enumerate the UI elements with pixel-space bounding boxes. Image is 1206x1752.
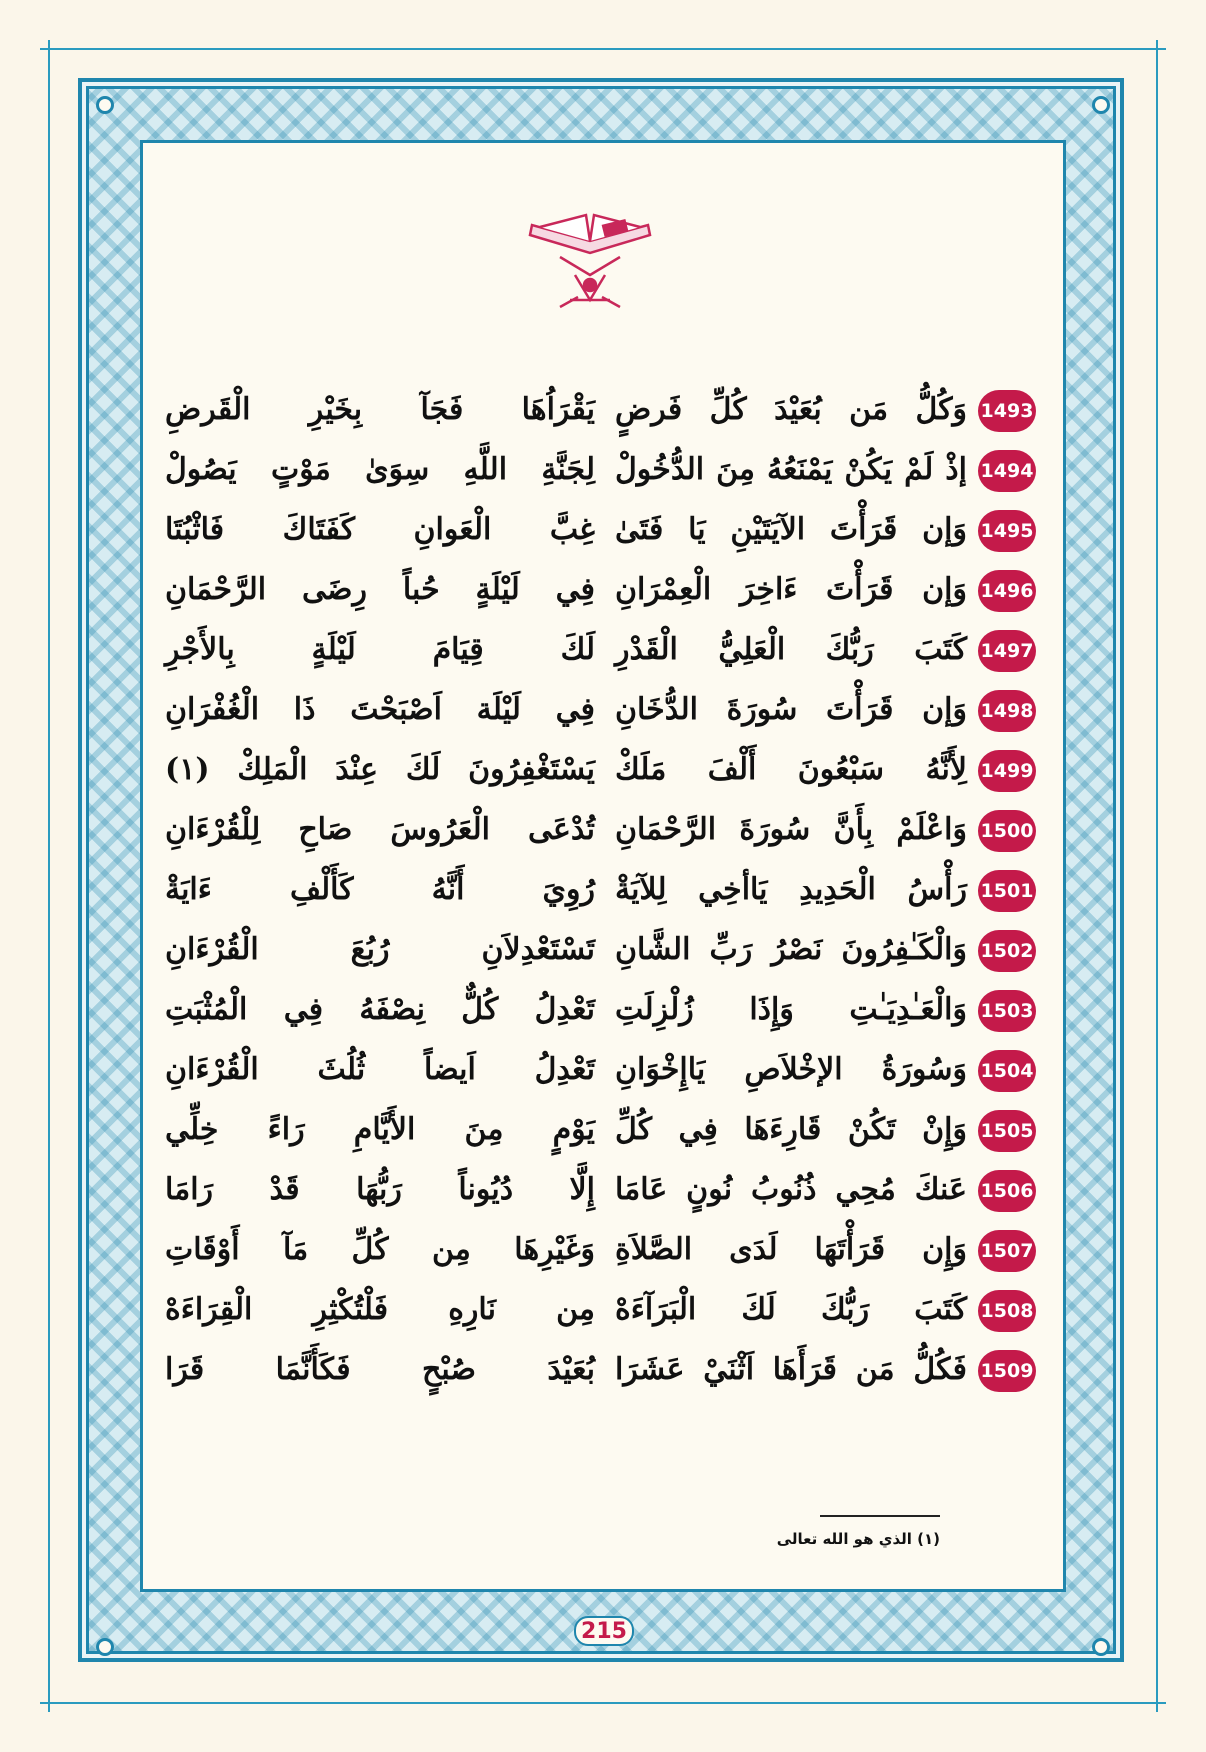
second-hemistich: تَسْتَعْدِلاَنِ رُبُعَ الْقُرْءَانِ [165, 932, 595, 967]
top-rail [40, 48, 1166, 50]
verse-row [150, 500, 1060, 560]
page-number: 215 [574, 1616, 634, 1646]
second-hemistich: رُوِيَ أَنَّهُ كَأَلْفِ ءَايَةْ [165, 872, 595, 907]
footnote-rule [820, 1515, 940, 1517]
first-hemistich: وَإن قَرَأْتَ سُورَةَ الدُّخَانِ [615, 692, 967, 727]
second-hemistich: فِي لَيْلَة اَصْبَحْتَ ذَا الْغُفْرَانِ [165, 692, 595, 727]
second-hemistich: يَوْمٍ مِنَ الأَيَّامِ رَاءً خِلِّي [165, 1112, 595, 1147]
verse-number-badge: 1507 [978, 1230, 1036, 1272]
corner-ornament [1092, 1638, 1110, 1656]
second-hemistich: وَغَيْرِهَا مِن كُلِّ مَآ أَوْقَاتِ [165, 1232, 595, 1267]
verse-row [150, 1160, 1060, 1220]
footnote: (١) الذي هو الله تعالى [776, 1530, 940, 1548]
corner-ornament [1092, 96, 1110, 114]
first-hemistich: وَسُورَةُ الإخْلاَصِ يَاإِخْوَانِ [615, 1052, 967, 1087]
verse-row [150, 380, 1060, 440]
verse-number-badge: 1508 [978, 1290, 1036, 1332]
second-hemistich: غِبَّ الْعَوانِ كَفَتَاكَ فَاثْبُتَا [165, 512, 595, 547]
verse-number-badge: 1504 [978, 1050, 1036, 1092]
verse-row [150, 800, 1060, 860]
first-hemistich: عَنكَ مُحِي ذُنُوبُ نُونٍ عَامَا [615, 1172, 967, 1207]
second-hemistich: تَعْدِلُ كُلٌّ نِصْفَهُ فِي الْمُثْبَتِ [165, 992, 595, 1027]
verse-number-badge: 1500 [978, 810, 1036, 852]
corner-ornament [96, 1638, 114, 1656]
verse-row [150, 980, 1060, 1040]
verse-number-badge: 1502 [978, 930, 1036, 972]
verse-number-badge: 1497 [978, 630, 1036, 672]
second-hemistich: فِي لَيْلَةٍ حُباً رِضَى الرَّحْمَانِ [165, 572, 595, 607]
first-hemistich: وَاعْلَمْ بِأَنَّ سُورَةَ الرَّحْمَانِ [615, 812, 967, 847]
second-hemistich: مِن نَارِهِ فَلْتُكْثِرِ الْقِرَاءَهْ [165, 1292, 595, 1327]
verse-row [150, 1280, 1060, 1340]
right-rail [1156, 40, 1158, 1712]
first-hemistich: وَكُلُّ مَن بُعَيْدَ كُلِّ فَرضٍ [615, 392, 967, 427]
first-hemistich: وَإِن قَرَأْتَهَا لَدَى الصَّلاَةِ [615, 1232, 967, 1267]
second-hemistich: تَعْدِلُ اَيضاً ثُلُثَ الْقُرْءَانِ [165, 1052, 595, 1087]
verse-row [150, 920, 1060, 980]
second-hemistich: إِلَّا دُيُوناً رَبُّهَا قَدْ رَامَا [165, 1172, 595, 1207]
corner-ornament [96, 96, 114, 114]
verse-row [150, 440, 1060, 500]
verse-row [150, 1220, 1060, 1280]
first-hemistich: رَأْسُ الْحَدِيدِ يَاأخِي لِلآيَةْ [615, 872, 967, 907]
first-hemistich: إذْ لَمْ يَكُنْ يَمْنَعُهُ مِنَ الدُّخُولْ [615, 452, 967, 487]
first-hemistich: كَتَبَ رَبُّكَ الْعَلِيُّ الْقَدْرِ [615, 632, 967, 667]
first-hemistich: وَالْعَـٰدِيَـٰتِ وَإِذَا زُلْزِلَتِ [615, 992, 967, 1027]
verse-row [150, 860, 1060, 920]
verse-number-badge: 1509 [978, 1350, 1036, 1392]
first-hemistich: وَإن قَرَأْتَ ءَاخِرَ الْعِمْرَانِ [615, 572, 967, 607]
first-hemistich: وَإِنْ تَكُنْ قَارِءَهَا فِي كُلِّ [615, 1112, 967, 1147]
verse-number-badge: 1503 [978, 990, 1036, 1032]
first-hemistich: كَتَبَ رَبُّكَ لَكَ الْبَرَآءَهْ [615, 1292, 967, 1327]
left-rail [48, 40, 50, 1712]
verse-row [150, 1340, 1060, 1400]
second-hemistich: لِجَنَّةِ اللَّهِ سِوَىٰ مَوْتٍ يَصُولْ [165, 452, 595, 487]
second-hemistich: تُدْعَى الْعَرُوسَ صَاحِ لِلْقُرْءَانِ [165, 812, 595, 847]
verse-number-badge: 1496 [978, 570, 1036, 612]
verse-number-badge: 1498 [978, 690, 1036, 732]
bottom-rail [40, 1702, 1166, 1704]
verse-number-badge: 1493 [978, 390, 1036, 432]
first-hemistich: وَإن قَرَأْتَ الآيَتَيْنِ يَا فَتَىٰ [615, 512, 967, 547]
second-hemistich: بُعَيْدَ صُبْحٍ فَكَأَنَّمَا قَرَا [165, 1352, 595, 1387]
verse-row [150, 740, 1060, 800]
verse-number-badge: 1494 [978, 450, 1036, 492]
first-hemistich: فَكُلُّ مَن قَرَأَهَا اَثْنَيْ عَشَرَا [615, 1352, 967, 1387]
second-hemistich: لَكَ قِيَامَ لَيْلَةٍ بِالأَجْرِ [165, 632, 595, 667]
first-hemistich: وَالْكَـٰفِرُونَ نَصْرُ رَبِّ الشَّانِ [615, 932, 967, 967]
verse-row [150, 560, 1060, 620]
first-hemistich: لِأَنَّهُ سَبْعُونَ أَلْفَ مَلَكْ [615, 752, 967, 787]
verse-number-badge: 1495 [978, 510, 1036, 552]
verse-row [150, 620, 1060, 680]
verse-row [150, 680, 1060, 740]
verse-row [150, 1100, 1060, 1160]
verse-number-badge: 1501 [978, 870, 1036, 912]
verse-number-badge: 1499 [978, 750, 1036, 792]
quran-on-stand-icon [520, 205, 660, 320]
verse-number-badge: 1506 [978, 1170, 1036, 1212]
verse-row [150, 1040, 1060, 1100]
second-hemistich: يَقْرَاُهَا فَجَآ بِخَيْرِ الْقَرضِ [165, 392, 595, 427]
verse-number-badge: 1505 [978, 1110, 1036, 1152]
second-hemistich: يَسْتَغْفِرُونَ لَكَ عِنْدَ الْمَلِكْ (١) [165, 752, 595, 787]
